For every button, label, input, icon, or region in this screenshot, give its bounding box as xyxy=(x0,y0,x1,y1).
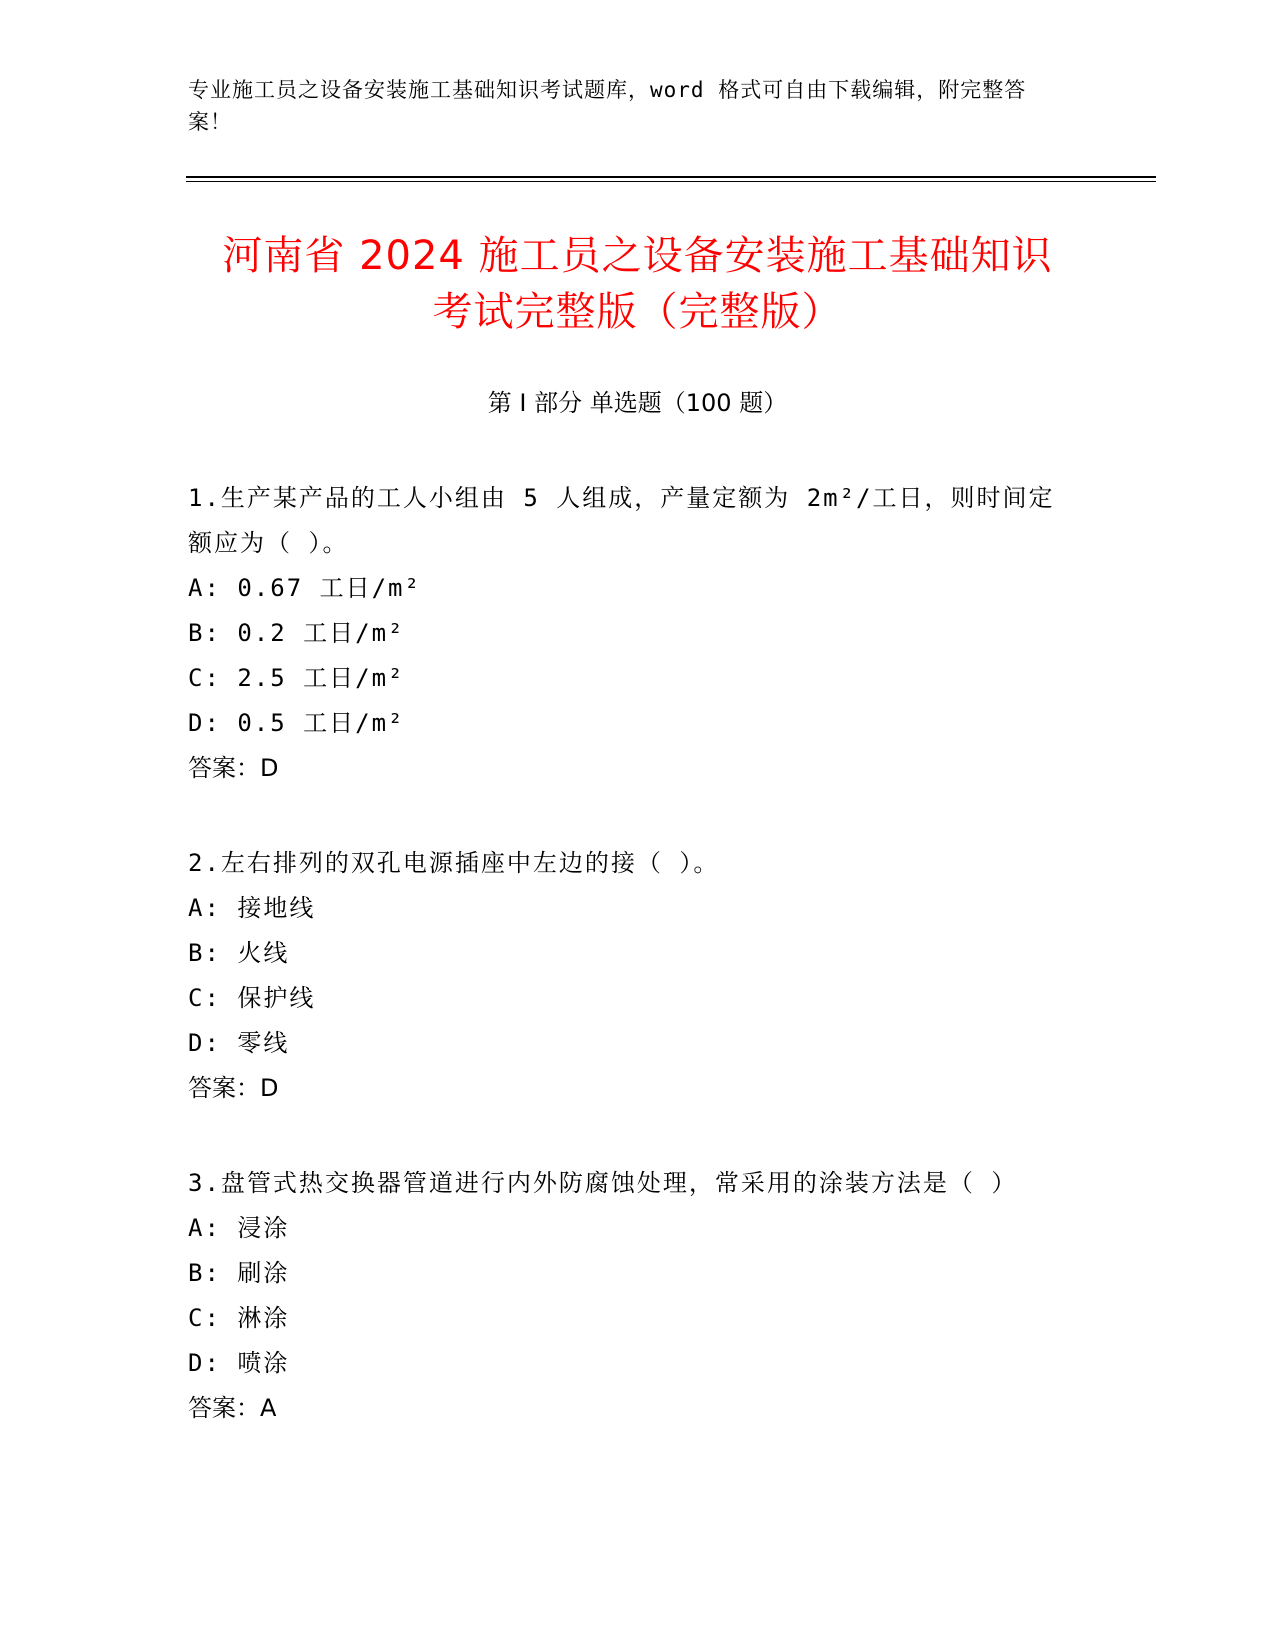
option-b: B: 刷涂 xyxy=(188,1259,290,1287)
answer: 答案：D xyxy=(188,754,279,782)
option-b: B: 0.2 工日/m² xyxy=(188,619,405,647)
option-a: A: 浸涂 xyxy=(188,1214,290,1242)
option-d: D: 喷涂 xyxy=(188,1349,290,1377)
answer: 答案：D xyxy=(188,1074,279,1102)
option-a: A: 接地线 xyxy=(188,894,316,922)
answer: 答案：A xyxy=(188,1394,277,1422)
option-d: D: 零线 xyxy=(188,1029,290,1057)
question-stem: 1.生产某产品的工人小组由 5 人组成，产量定额为 2m²/工日，则时间定额应为（ ）。 xyxy=(188,484,1055,557)
header-divider-thin xyxy=(186,181,1156,182)
question-list xyxy=(188,476,1068,1481)
section-heading: 第 I 部分 单选题（100 题） xyxy=(487,389,788,417)
option-d: D: 0.5 工日/m² xyxy=(188,709,405,737)
header-divider xyxy=(186,176,1156,178)
option-c: C: 保护线 xyxy=(188,984,316,1012)
option-c: C: 淋涂 xyxy=(188,1304,290,1332)
header-note: 专业施工员之设备安装施工基础知识考试题库，word 格式可自由下载编辑，附完整答案！ xyxy=(188,78,1027,134)
option-c: C: 2.5 工日/m² xyxy=(188,664,405,692)
question-2 xyxy=(188,841,1068,1111)
document-title xyxy=(120,228,1155,340)
question-stem: 2.左右排列的双孔电源插座中左边的接（ ）。 xyxy=(188,849,720,877)
option-a: A: 0.67 工日/m² xyxy=(188,574,421,602)
title-line-2: 考试完整版（完整版） xyxy=(432,289,843,335)
question-stem: 3.盘管式热交换器管道进行内外防腐蚀处理，常采用的涂装方法是（ ） xyxy=(188,1169,1018,1197)
option-b: B: 火线 xyxy=(188,939,290,967)
question-3 xyxy=(188,1161,1068,1431)
question-1 xyxy=(188,476,1068,791)
title-line-1: 河南省 2024 施工员之设备安装施工基础知识 xyxy=(222,233,1053,279)
